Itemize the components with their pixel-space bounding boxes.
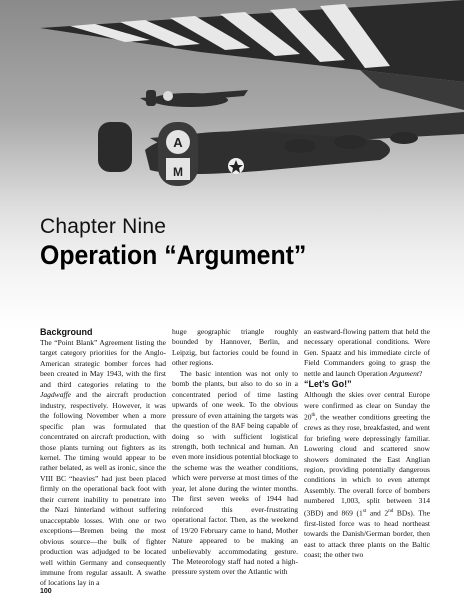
top-wing	[40, 0, 464, 110]
column-3	[304, 327, 430, 561]
paragraph: huge geographic triangle roughly bounded by Hannover, Berlin, and Leipzig, but factories could be found in other regions.	[172, 327, 298, 368]
column-1	[40, 327, 166, 589]
section-heading-background: Background	[40, 327, 93, 337]
chapter-title: Operation “Argument”	[40, 240, 307, 270]
column-2	[172, 327, 298, 578]
page-number: 100	[40, 588, 52, 595]
tail-letter-a: A	[173, 135, 183, 150]
chapter-number: Chapter Nine	[40, 215, 167, 238]
paragraph: The “Point Blank” Agreement listing the target category priorities for the Anglo-American strategic bomber forces had been created in May 1943, with the first and third categories relating to the Jagdwaffe and the aircraft production industry, respectively. However, it was the following November when a more specific plan was formulated that concentrated on aircraft production, with those plants turning out fighters as its kernel. The timing would appear to be rather belated, as well as ironic, since the VIII BC “heavies” had just been placed firmly on the operational back foot with their current inability to penetrate into the Nazi hinterland without suffering unacceptable losses. With one or two exceptions—Bremen being the most obvious source—the bulk of fighter production was adjudged to be located well within Germany and consequently immune from regular assault. A swathe of locations lay in a	[40, 338, 166, 588]
main-bomber	[98, 112, 464, 186]
paragraph: Although the skies over central Europe were confirmed as clear on Sunday the 20th, the weather conditions greeting the crews as they rose, breakfasted, and went for briefing were depressingly familiar. Lowering cloud and scattered snow showers dominated the East Anglian region, providing potentially dangerous conditions in which to even attempt Assembly. The overall force of bombers numbered 1,003, split between 314 (3BD) and 869 (1st and 2nd BDs). The first-listed force was to head northeast towards the Danish/German border, then east to attack three plants on the Baltic coast; the other two	[304, 390, 430, 560]
distant-bomber	[140, 90, 248, 107]
body-text	[40, 327, 432, 588]
section-heading-lets-go: “Let’s Go!”	[304, 379, 352, 390]
tail-letter-m: M	[173, 165, 183, 179]
paragraph: an eastward-flowing pattern that held the necessary operational conditions. Were Gen. Spaatz and his immediate circle of Field Commanders going to grasp the nettle and launch Operation Argument?	[304, 327, 430, 378]
paragraph: The basic intention was not only to bomb the plants, but also to do so in a concentrated period of time lasting upwards of one week. To the obvious pressure of even attaining the targets was the question of the 8AF being capable of doing so with sufficient logistical strength, both technical and human. An even more insidious potential blockage to the scheme was the weather conditions, which were perverse at most times of the year, let alone during the winter months. The first seven weeks of 1944 had reinforced this ever-frustrating operational factor. Then, as the weekend of 19/20 February came to hand, Mother Nature appeared to be making an unbelievably accommodating gesture. The Meteorology staff had noted a high-pressure system over the Atlantic with	[172, 368, 298, 577]
